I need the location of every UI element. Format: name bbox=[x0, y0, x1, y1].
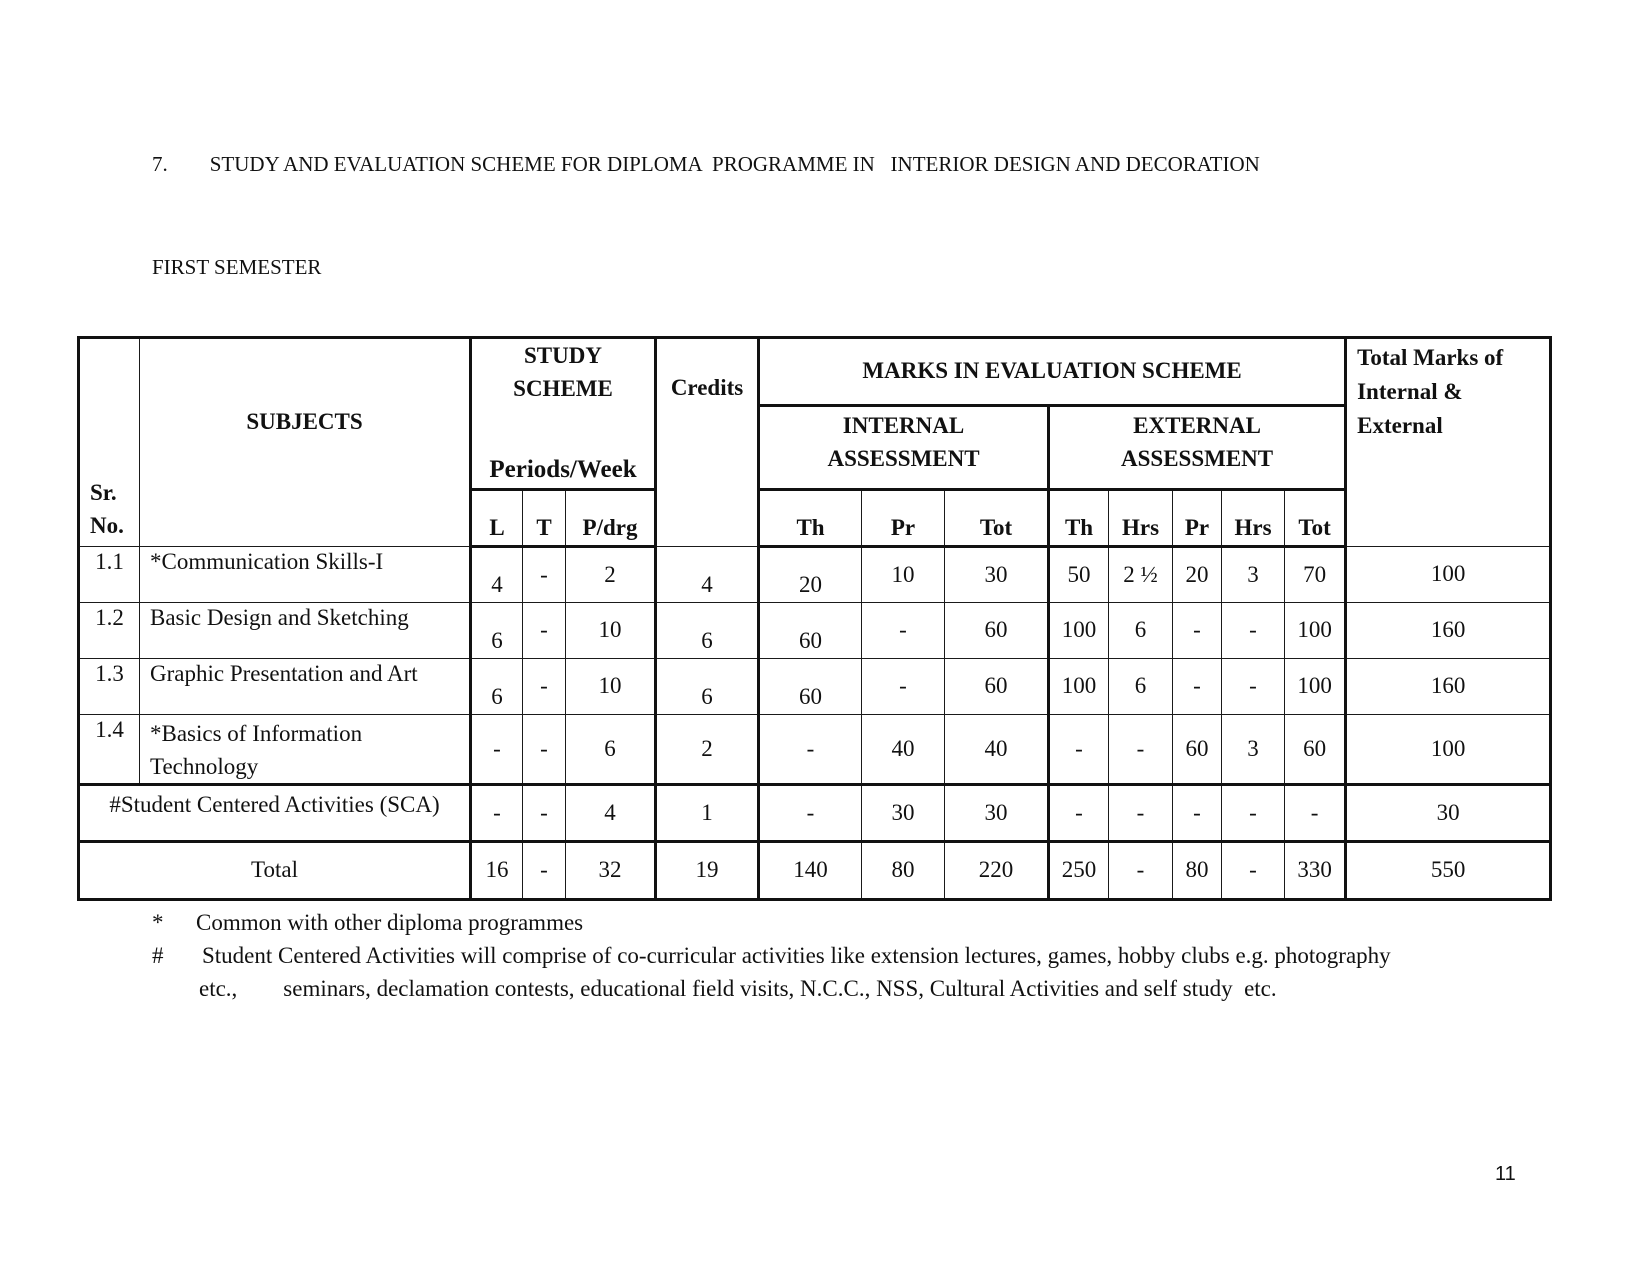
asterisk-mark: * bbox=[152, 910, 164, 935]
document-heading: 7. STUDY AND EVALUATION SCHEME FOR DIPLOMA PROGRAMME IN INTERIOR DESIGN AND DECORATION bbox=[152, 152, 1260, 176]
int-th-cell: 20 bbox=[759, 546, 862, 602]
t-cell: - bbox=[523, 784, 566, 841]
ext-pr-hrs-cell: - bbox=[1222, 784, 1285, 841]
int-th-cell: 60 bbox=[759, 658, 862, 714]
p-cell: 6 bbox=[566, 714, 656, 784]
l-cell: - bbox=[471, 714, 523, 784]
int-tot-cell: 220 bbox=[945, 841, 1049, 899]
ext-th-cell: 100 bbox=[1049, 658, 1109, 714]
footnote-sca bbox=[152, 939, 1391, 972]
ext-pr-cell: - bbox=[1173, 602, 1222, 658]
footnote-common-text: Common with other diploma programmes bbox=[196, 910, 584, 935]
evaluation-scheme-table bbox=[77, 336, 1552, 901]
ext-th-hrs-cell: - bbox=[1109, 841, 1173, 899]
sr-no-cell: 1.1 bbox=[79, 546, 140, 602]
external-assessment-header: EXTERNAL ASSESSMENT bbox=[1049, 405, 1346, 489]
int-pr-cell: - bbox=[862, 602, 945, 658]
total-marks-header: Total Marks of Internal & External bbox=[1346, 338, 1551, 547]
sr-no-cell: 1.3 bbox=[79, 658, 140, 714]
table-row bbox=[79, 714, 1551, 784]
ext-pr-cell: 60 bbox=[1173, 714, 1222, 784]
t-cell: - bbox=[523, 546, 566, 602]
ext-pr-cell: 20 bbox=[1173, 546, 1222, 602]
credits-cell: 6 bbox=[656, 602, 759, 658]
subject-cell: *Basics of Information Technology bbox=[140, 714, 471, 784]
ext-tot-cell: 100 bbox=[1285, 658, 1346, 714]
int-th-cell: - bbox=[759, 714, 862, 784]
ext-pr-hrs-cell: - bbox=[1222, 658, 1285, 714]
l-cell: 16 bbox=[471, 841, 523, 899]
l-cell: 4 bbox=[471, 546, 523, 602]
ext-pr-hrs-cell: 3 bbox=[1222, 714, 1285, 784]
ext-pr-header: Pr bbox=[1173, 489, 1222, 546]
int-tot-cell: 40 bbox=[945, 714, 1049, 784]
subject-cell: Basic Design and Sketching bbox=[140, 602, 471, 658]
footnote-common bbox=[152, 906, 1391, 939]
int-pr-cell: - bbox=[862, 658, 945, 714]
total-cell: 100 bbox=[1346, 714, 1551, 784]
marks-evaluation-header: MARKS IN EVALUATION SCHEME bbox=[759, 338, 1346, 406]
int-tot-cell: 60 bbox=[945, 658, 1049, 714]
periods-week-header: Periods/Week bbox=[471, 405, 656, 489]
ext-th-hrs-header: Hrs bbox=[1109, 489, 1173, 546]
subjects-header: SUBJECTS bbox=[140, 338, 471, 547]
table-row bbox=[79, 784, 1551, 841]
sr-no-cell: 1.2 bbox=[79, 602, 140, 658]
ext-tot-header: Tot bbox=[1285, 489, 1346, 546]
ext-tot-cell: - bbox=[1285, 784, 1346, 841]
l-cell: - bbox=[471, 784, 523, 841]
p-cell: 10 bbox=[566, 658, 656, 714]
total-row bbox=[79, 841, 1551, 899]
int-pr-cell: 40 bbox=[862, 714, 945, 784]
ext-pr-cell: - bbox=[1173, 658, 1222, 714]
ext-th-hrs-cell: 6 bbox=[1109, 602, 1173, 658]
ext-th-cell: - bbox=[1049, 784, 1109, 841]
t-cell: - bbox=[523, 841, 566, 899]
int-tot-cell: 30 bbox=[945, 784, 1049, 841]
int-th-cell: 140 bbox=[759, 841, 862, 899]
int-pr-cell: 80 bbox=[862, 841, 945, 899]
subject-cell: Graphic Presentation and Art bbox=[140, 658, 471, 714]
int-pr-cell: 30 bbox=[862, 784, 945, 841]
total-cell: 30 bbox=[1346, 784, 1551, 841]
ext-th-cell: 250 bbox=[1049, 841, 1109, 899]
t-cell: - bbox=[523, 658, 566, 714]
credits-cell: 2 bbox=[656, 714, 759, 784]
ext-tot-cell: 100 bbox=[1285, 602, 1346, 658]
credits-cell: 19 bbox=[656, 841, 759, 899]
ext-tot-cell: 70 bbox=[1285, 546, 1346, 602]
l-header: L bbox=[471, 489, 523, 546]
table-row bbox=[79, 602, 1551, 658]
ext-th-cell: - bbox=[1049, 714, 1109, 784]
total-label-cell: Total bbox=[79, 841, 471, 899]
hash-mark: # bbox=[152, 943, 164, 968]
total-cell: 160 bbox=[1346, 658, 1551, 714]
ext-th-hrs-cell: - bbox=[1109, 714, 1173, 784]
t-header: T bbox=[523, 489, 566, 546]
credits-cell: 4 bbox=[656, 546, 759, 602]
p-cell: 10 bbox=[566, 602, 656, 658]
ext-tot-cell: 60 bbox=[1285, 714, 1346, 784]
sca-subject-cell: #Student Centered Activities (SCA) bbox=[79, 784, 471, 841]
ext-th-cell: 50 bbox=[1049, 546, 1109, 602]
total-cell: 100 bbox=[1346, 546, 1551, 602]
footnote-sca-line1: Student Centered Activities will comprise of co-curricular activities like extension lectures, games, hobby clubs e.g. photography bbox=[202, 943, 1391, 968]
int-th-cell: 60 bbox=[759, 602, 862, 658]
p-cell: 4 bbox=[566, 784, 656, 841]
internal-assessment-header: INTERNAL ASSESSMENT bbox=[759, 405, 1049, 489]
p-cell: 32 bbox=[566, 841, 656, 899]
ext-th-cell: 100 bbox=[1049, 602, 1109, 658]
int-pr-header: Pr bbox=[862, 489, 945, 546]
subject-cell: *Communication Skills-I bbox=[140, 546, 471, 602]
ext-pr-cell: 80 bbox=[1173, 841, 1222, 899]
credits-cell: 6 bbox=[656, 658, 759, 714]
semester-title: FIRST SEMESTER bbox=[152, 255, 322, 279]
credits-header: Credits bbox=[656, 338, 759, 547]
table-row bbox=[79, 546, 1551, 602]
int-pr-cell: 10 bbox=[862, 546, 945, 602]
total-cell: 160 bbox=[1346, 602, 1551, 658]
page-number: 11 bbox=[1495, 1163, 1516, 1185]
total-cell: 550 bbox=[1346, 841, 1551, 899]
pdrg-header: P/drg bbox=[566, 489, 656, 546]
ext-pr-hrs-cell: - bbox=[1222, 841, 1285, 899]
l-cell: 6 bbox=[471, 658, 523, 714]
ext-pr-hrs-cell: - bbox=[1222, 602, 1285, 658]
table-row bbox=[79, 658, 1551, 714]
int-th-cell: - bbox=[759, 784, 862, 841]
credits-cell: 1 bbox=[656, 784, 759, 841]
t-cell: - bbox=[523, 602, 566, 658]
int-tot-cell: 30 bbox=[945, 546, 1049, 602]
study-scheme-header: STUDY SCHEME bbox=[471, 338, 656, 406]
p-cell: 2 bbox=[566, 546, 656, 602]
ext-th-hrs-cell: 2 ½ bbox=[1109, 546, 1173, 602]
int-tot-cell: 60 bbox=[945, 602, 1049, 658]
footnotes bbox=[152, 906, 1391, 1005]
ext-pr-hrs-header: Hrs bbox=[1222, 489, 1285, 546]
sr-no-header: Sr. No. bbox=[79, 338, 140, 547]
ext-th-hrs-cell: - bbox=[1109, 784, 1173, 841]
ext-pr-hrs-cell: 3 bbox=[1222, 546, 1285, 602]
t-cell: - bbox=[523, 714, 566, 784]
footnote-sca-line2: etc., seminars, declamation contests, educational field visits, N.C.C., NSS, Cultural Activities and self study etc. bbox=[199, 976, 1277, 1001]
int-th-header: Th bbox=[759, 489, 862, 546]
ext-th-hrs-cell: 6 bbox=[1109, 658, 1173, 714]
sr-no-cell: 1.4 bbox=[79, 714, 140, 784]
ext-pr-cell: - bbox=[1173, 784, 1222, 841]
l-cell: 6 bbox=[471, 602, 523, 658]
ext-tot-cell: 330 bbox=[1285, 841, 1346, 899]
int-tot-header: Tot bbox=[945, 489, 1049, 546]
ext-th-header: Th bbox=[1049, 489, 1109, 546]
